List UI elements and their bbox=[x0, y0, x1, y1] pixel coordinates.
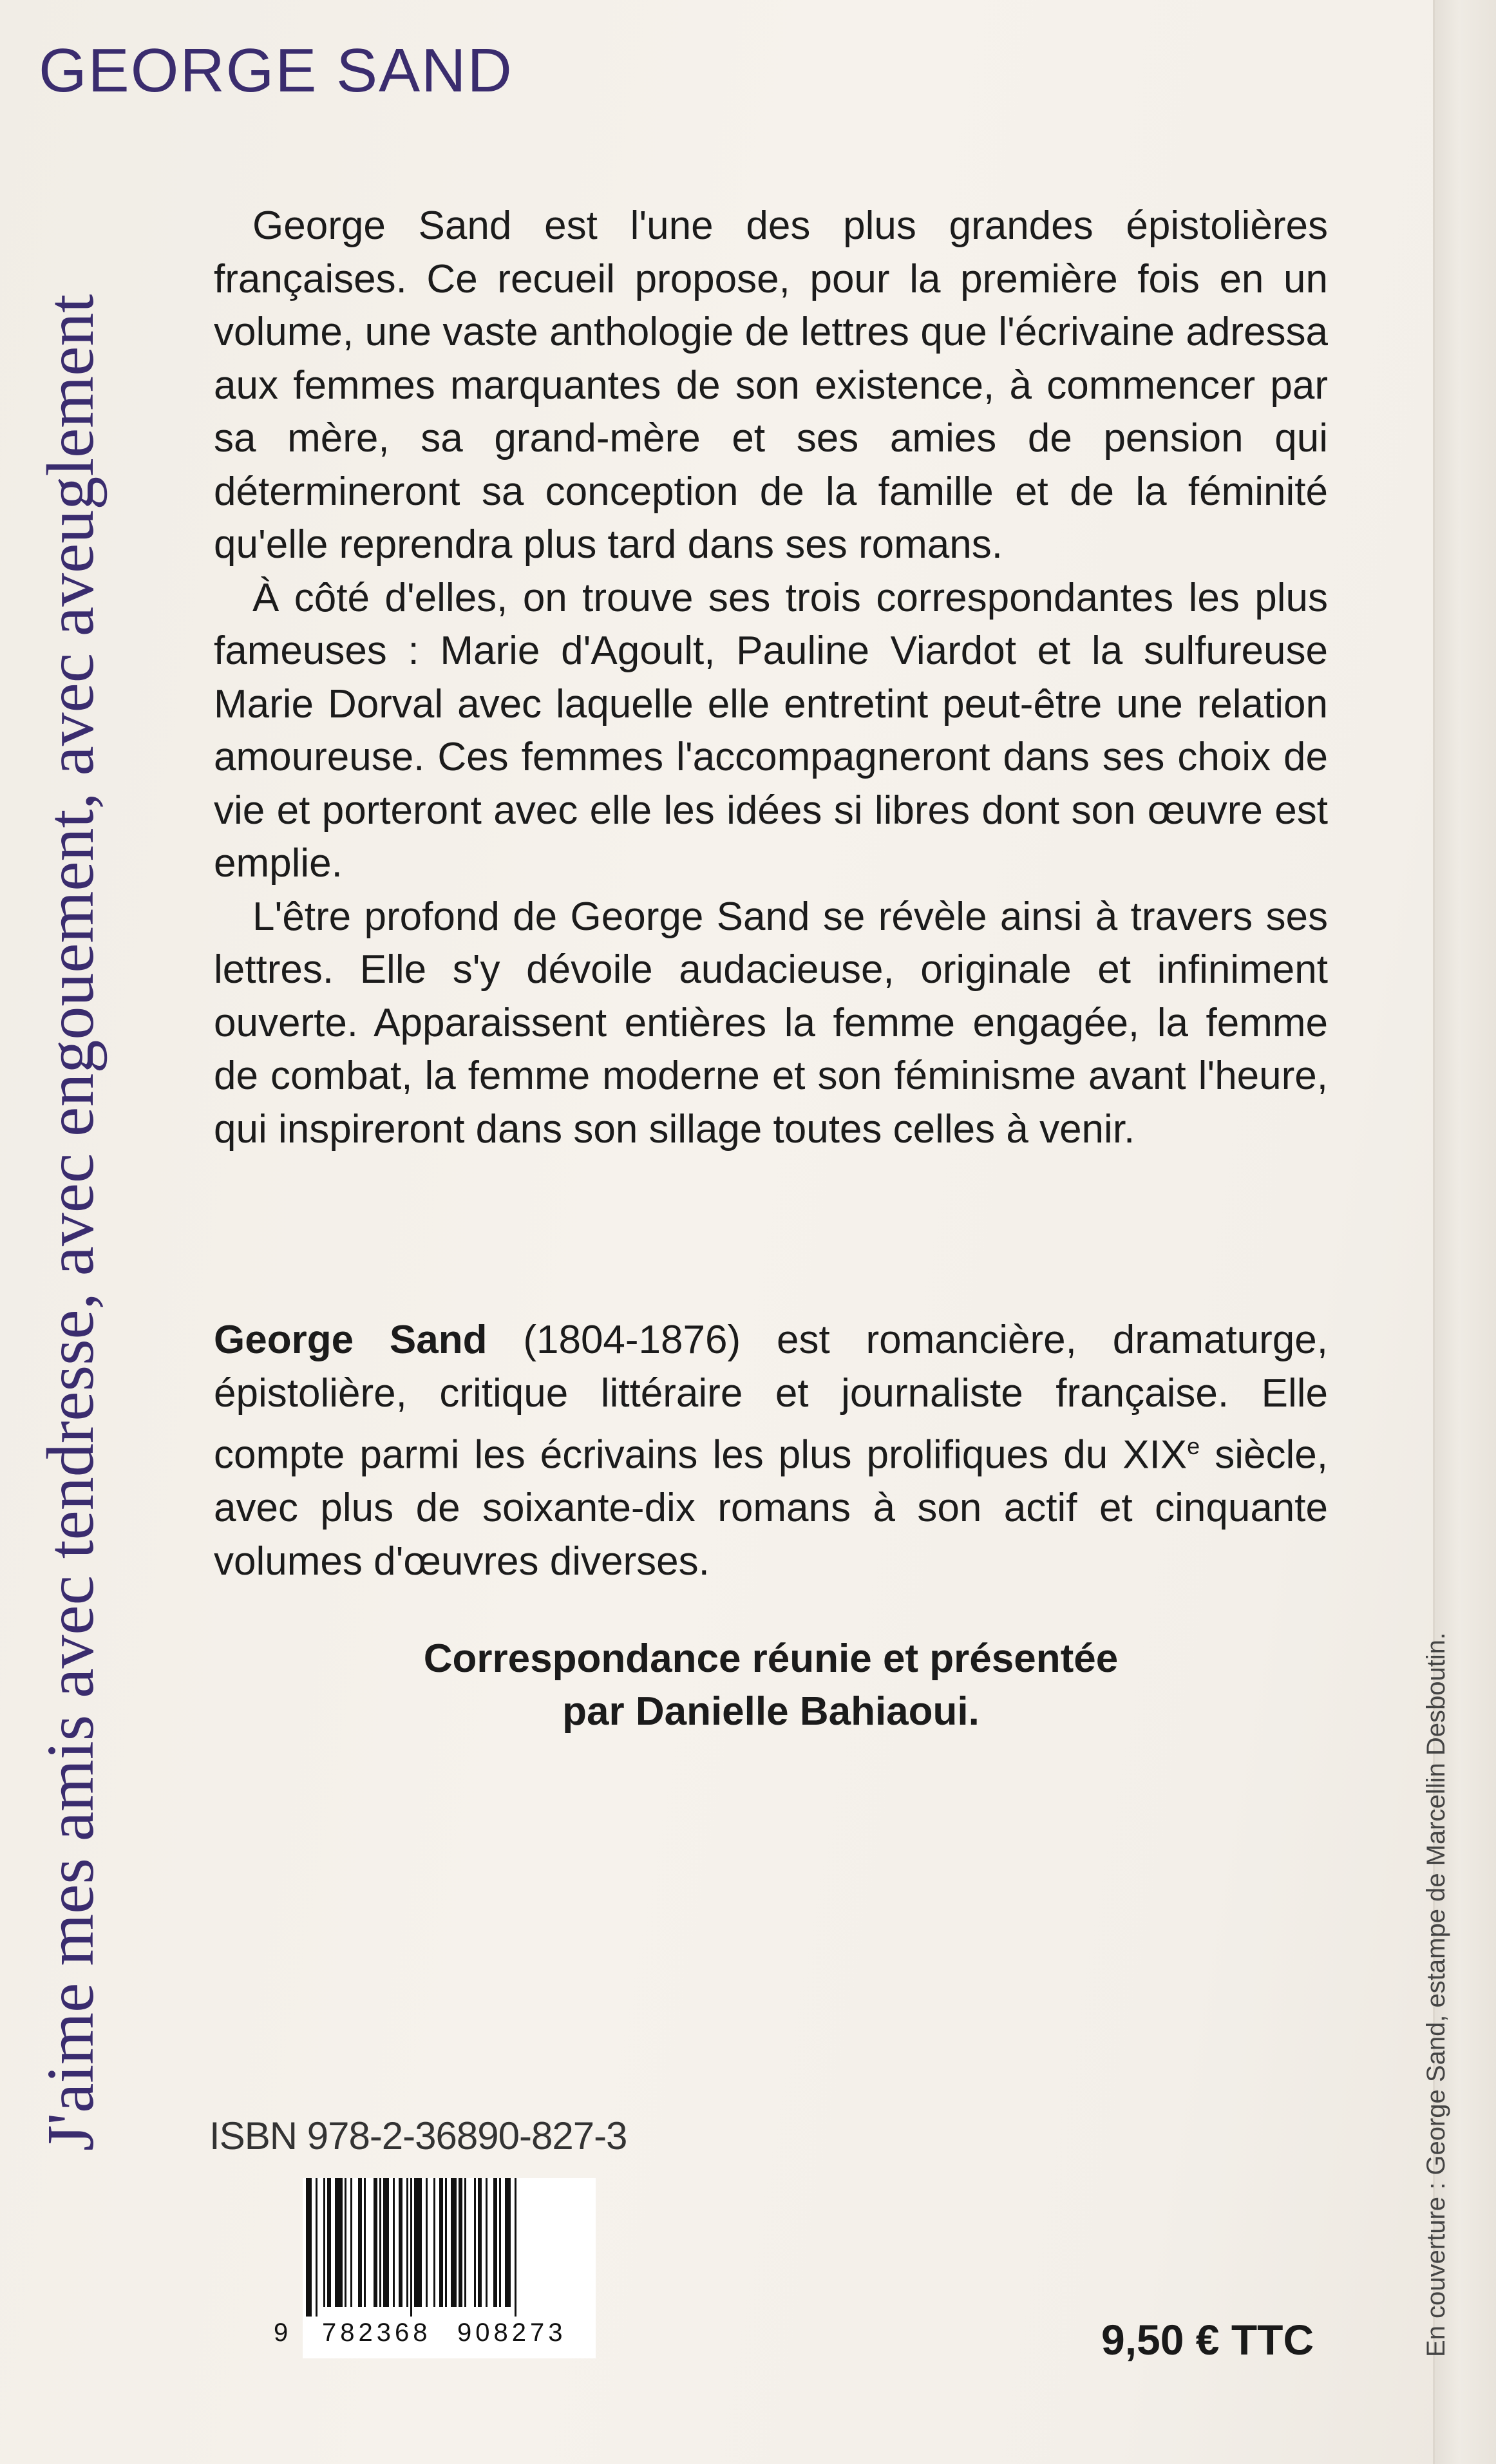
barcode-bar bbox=[399, 2178, 402, 2307]
blurb-paragraph-3: L'être profond de George Sand se révèle ainsi à travers ses lettres. Elle s'y dévoile audacieuse, originale et infiniment ouverte. Apparaissent entières la femme engagée, la femme de combat, la femme moderne et son féminisme avant l'heure, qui inspireront dans son sillage toutes celles à venir. bbox=[214, 894, 1328, 1151]
vertical-title-container bbox=[26, 122, 116, 2151]
cover-credit-container bbox=[1417, 1520, 1455, 2357]
blurb bbox=[214, 200, 1328, 1156]
blurb-paragraph-2: À côté d'elles, on trouve ses trois correspondantes les plus fameuses : Marie d'Agoult, Pauline Viardot et la sulfureuse Marie Dorval avec laquelle elle entretint peut-être une relation amoureuse. Ces femmes l'accompagneront dans ses choix de vie et porteront avec elle les idées si libres dont son œuvre est emplie. bbox=[214, 575, 1328, 886]
barcode-bar bbox=[383, 2178, 389, 2307]
barcode-digit-group-1: 782368 bbox=[322, 2318, 431, 2347]
vertical-title: J'aime mes amis avec tendresse, avec engouement, avec aveuglement bbox=[33, 294, 108, 2151]
barcode-bar bbox=[323, 2178, 325, 2307]
barcode-bar bbox=[515, 2178, 516, 2317]
barcode-bar bbox=[410, 2178, 412, 2317]
price: 9,50 € TTC bbox=[1101, 2316, 1314, 2364]
barcode-bar bbox=[393, 2178, 395, 2307]
barcode-bar bbox=[426, 2178, 428, 2307]
barcode-bar bbox=[364, 2178, 366, 2307]
barcode-bar bbox=[478, 2178, 482, 2307]
bio-text-2: siècle, avec plus de soixante-dix romans à son actif et cinquante volumes d'œuvres diverses. bbox=[214, 1432, 1328, 1584]
barcode-bar bbox=[486, 2178, 488, 2307]
barcode-bar bbox=[406, 2178, 408, 2307]
barcode-bar bbox=[379, 2178, 381, 2307]
cover-credit: En couverture : George Sand, estampe de Marcellin Desboutin. bbox=[1422, 1632, 1450, 2357]
barcode-bar bbox=[439, 2178, 443, 2307]
barcode-bar bbox=[316, 2178, 317, 2317]
barcode-bar bbox=[505, 2178, 511, 2307]
bio-text-1: (1804-1876) est romancière, dramaturge, épistolière, critique littéraire et journaliste française. Elle compte parmi les écrivains les plus prolifiques du XIX bbox=[214, 1318, 1328, 1477]
barcode-bar bbox=[433, 2178, 435, 2307]
barcode-digit-first: 9 bbox=[274, 2318, 289, 2347]
barcode-bar bbox=[345, 2178, 346, 2307]
barcode-bar bbox=[474, 2178, 476, 2307]
barcode-bars bbox=[303, 2178, 596, 2317]
barcode-bar bbox=[358, 2178, 362, 2307]
barcode-bar bbox=[414, 2178, 422, 2307]
barcode-bar bbox=[459, 2178, 462, 2307]
barcode-bar bbox=[327, 2178, 331, 2307]
barcode-bar bbox=[493, 2178, 497, 2307]
barcode-bar bbox=[306, 2178, 312, 2317]
bio-author-name: George Sand bbox=[214, 1318, 488, 1362]
blurb-paragraph-1: George Sand est l'une des plus grandes épistolières françaises. Ce recueil propose, pour la première fois en un volume, une vaste anthologie de lettres que l'écrivaine adressa aux femmes marquantes de son existence, à commencer par sa mère, sa grand-mère et ses amies de pension qui détermineront sa conception de la famille et de la féminité qu'elle reprendra plus tard dans ses romans. bbox=[214, 204, 1328, 567]
barcode-bar bbox=[374, 2178, 377, 2307]
author-bio bbox=[214, 1314, 1328, 1588]
bio-superscript: e bbox=[1187, 1433, 1200, 1459]
barcode-digit-group-2: 908273 bbox=[457, 2318, 567, 2347]
barcode-bar bbox=[445, 2178, 447, 2307]
author-name: GEORGE SAND bbox=[39, 36, 513, 105]
barcode-digits bbox=[270, 2318, 605, 2351]
barcode-bar bbox=[451, 2178, 457, 2307]
editor-credit-line-1: Correspondance réunie et présentée bbox=[423, 1636, 1119, 1681]
editor-credit bbox=[214, 1633, 1328, 1738]
barcode-bar bbox=[335, 2178, 343, 2307]
barcode-bar bbox=[350, 2178, 352, 2307]
barcode-bar bbox=[464, 2178, 466, 2307]
isbn: ISBN 978-2-36890-827-3 bbox=[209, 2114, 627, 2157]
editor-credit-line-2: par Danielle Bahiaoui. bbox=[562, 1689, 980, 1734]
barcode-bar bbox=[499, 2178, 501, 2307]
